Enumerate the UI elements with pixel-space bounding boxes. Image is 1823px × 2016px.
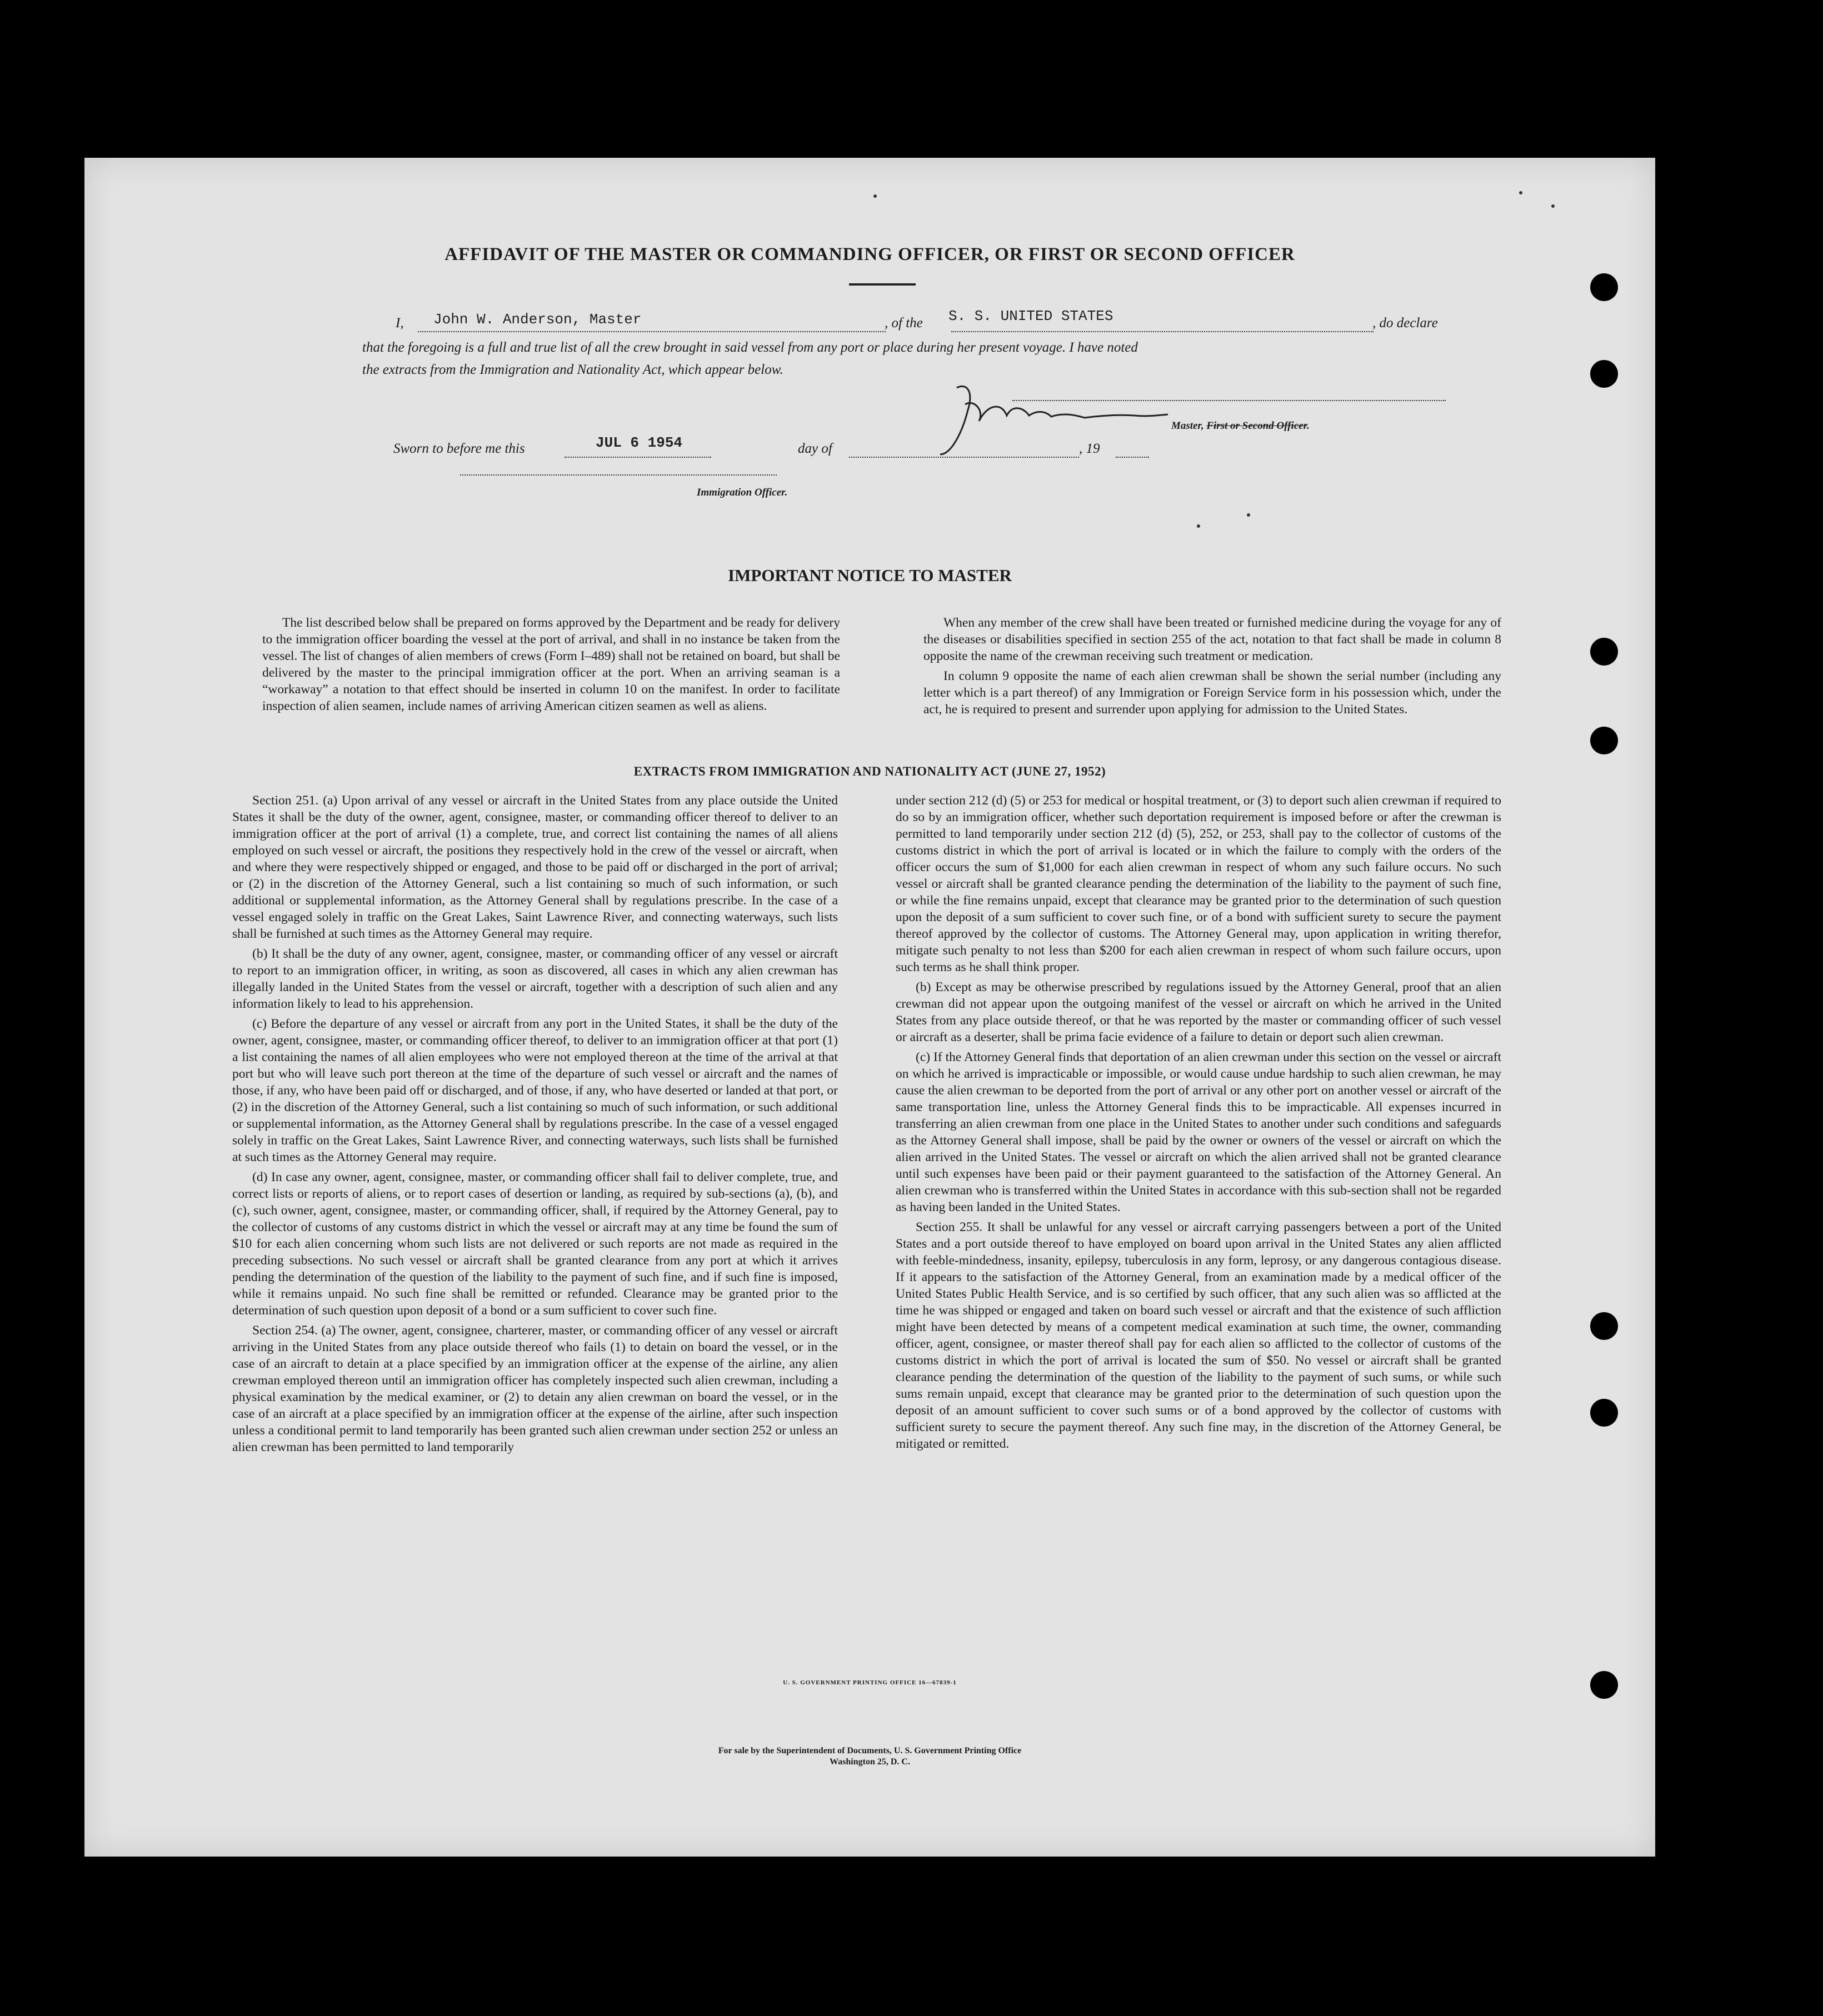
affidavit-title: AFFIDAVIT OF THE MASTER OR COMMANDING OFFICER, OR FIRST OR SECOND OFFICER: [444, 244, 1295, 264]
sale-line-2: Washington 25, D. C.: [830, 1757, 910, 1767]
declaration-line-2: that the foregoing is a full and true list of all the crew brought in said vessel from any port or place during her present voyage. I have noted: [362, 340, 1138, 355]
extracts-left-column: [232, 792, 838, 1459]
binder-hole: [1590, 727, 1618, 754]
signer-caption-struck: First or Second Officer: [1206, 420, 1307, 432]
master-name-value: John W. Anderson, Master: [433, 311, 642, 328]
signer-caption-end: .: [1307, 420, 1310, 432]
extracts-heading: EXTRACTS FROM IMMIGRATION AND NATIONALITY ACT (JUNE 27, 1952): [633, 764, 1106, 778]
extracts-right-column: [896, 792, 1501, 1455]
binder-hole: [1590, 273, 1618, 301]
speck: [1519, 191, 1522, 194]
extract-paragraph: Section 255. It shall be unlawful for any vessel or aircraft carrying passengers between a port of the United States and a port outside thereof to have employed on board upon arrival in the United States any alien afflicted with feeble-mindedness, insanity, epilepsy, tuberculosis in any form, leprosy, or any dangerous contagious disease. If it appears to the satisfaction of the Attorney General, from an examination made by a medical officer of the United States Public Health Service, and is so certified by such officer, that any such alien was so afflicted at the time he was shipped or engaged and taken on board such vessel or aircraft and that the existence of such affliction might have been detected by means of a competent medical examination at such time, the owner, commanding officer, agent, consignee, or master thereof shall pay for each alien so afflicted to the collector of customs of the customs district in which the port of arrival is located the sum of $50. No vessel or aircraft shall be granted clearance pending the determination of the question of the liability to the payment of such sums, or while such sums remain unpaid, except that clearance may be granted prior to the determination of such question upon the deposit of an amount sufficient to cover such sums or of a bond approved by the collector of customs with sufficient surety to secure the payment thereof. Any such fine may, in the discretion of the Attorney General, be mitigated or remitted.: [896, 1220, 1501, 1451]
binder-hole: [1590, 1312, 1618, 1340]
title-rule: [849, 283, 916, 286]
binder-hole: [1590, 1399, 1618, 1427]
document-page: [84, 158, 1655, 1857]
extract-paragraph: (b) It shall be the duty of any owner, agent, consignee, master, or commanding officer of any vessel or aircraft to report to an immigration officer, in writing, as soon as discovered, all cases in which any alien crewman has illegally landed in the United States from the vessel or aircraft, together with a description of such alien and any information likely to lead to his apprehension.: [232, 947, 838, 1011]
notice-left-column: [262, 614, 840, 718]
binder-hole: [1590, 638, 1618, 666]
speck: [1197, 524, 1200, 528]
vessel-value: S. S. UNITED STATES: [948, 308, 1113, 324]
of-the-label: , of the: [885, 316, 923, 331]
extract-paragraph: Section 254. (a) The owner, agent, consignee, charterer, master, or commanding officer of any vessel or aircraft arriving in the United States from any place outside thereof who fails (1) to detain on board the vessel, or in the case of an aircraft to detain at a place specified by an immigration officer at the expense of the airline, any alien crewman employed thereon until an immigration officer has completely inspected such alien crewman, including a physical examination by the medical examiner, or (2) to detain any alien crewman on board the vessel, or in the case of an aircraft at a place specified by an immigration officer at the expense of the airline, after such inspection unless a conditional permit to land temporarily has been granted such alien crewman under section 252 or unless an alien crewman has been permitted to land temporarily: [232, 1323, 838, 1454]
extract-paragraph: (d) In case any owner, agent, consignee, master, or commanding officer shall fail to deliver complete, true, and correct lists or reports of aliens, or to report cases of desertion or landing, as required by sub-sections (a), (b), and (c), such owner, agent, consignee, master, or commanding officer, shall, if required by the Attorney General, pay to the collector of customs of any customs district in which the vessel or aircraft may at any time be found the sum of $10 for each alien concerning whom such lists are not delivered or such reports are not made as required in the preceding subsections. No such vessel or aircraft shall be granted clearance from any port at which it arrives pending the determination of the question of the liability to the payment of such fine, and if such fine is imposed, while it remains unpaid. No such fine shall be remitted or refunded. Clearance may be granted prior to the determination of such question upon deposit of a bond or a sum sufficient to cover such fine.: [232, 1170, 838, 1318]
immigration-officer-line: [460, 474, 777, 476]
immigration-officer-caption: Immigration Officer.: [697, 487, 788, 498]
extract-paragraph: (c) If the Attorney General finds that deportation of an alien crewman under this section on the vessel or aircraft on which he arrived is impracticable or impossible, or would cause undue hardship to such alien crewman, he may cause the alien crewman to be deported from the port of arrival or any other port on another vessel or aircraft of the same transportation line, unless the Attorney General finds this to be impracticable. All expenses incurred in transferring an alien crewman from one place in the United States to another under such conditions and safeguards as the Attorney General shall impose, shall be paid by the owner or owners of the vessel or aircraft on which the alien arrived in the United States. The vessel or aircraft on which the alien arrived shall not be granted clearance until such expenses have been paid or their payment guaranteed to the satisfaction of the Attorney General. An alien crewman who is transferred within the United States in accordance with this sub-section shall not be regarded as having been landed in the United States.: [896, 1050, 1501, 1214]
notice-left-paragraph: The list described below shall be prepared on forms approved by the Department and be ready for delivery to the immigration officer boarding the vessel at the port of arrival, and shall in no instance be taken from the vessel. The list of changes of alien members of crews (Form I–489) shall not be retained on board, but shall be delivered by the master to the principal immigration officer at the port. When an arriving seaman is a “workaway” a notation to that effect should be inserted in column 10 on the manifest. In order to facilitate inspection of alien seamen, include names of arriving American citizen seamen as well as aliens.: [262, 616, 840, 713]
sale-notice: [84, 1745, 1655, 1768]
speck: [1247, 513, 1250, 517]
declaration-line-3: the extracts from the Immigration and Nationality Act, which appear below.: [362, 362, 783, 377]
extract-paragraph: under section 212 (d) (5) or 253 for medical or hospital treatment, or (3) to deport such alien crewman if required to do so by an immigration officer, whether such deportation requirement is imposed before or after the crewman is permitted to land temporarily under section 212 (d) (5), 252, or 253, shall pay to the collector of customs of the customs district in which the port of arrival is located or in which the failure to comply with the orders of the officer occurs the sum of $1,000 for each alien crewman in respect of whom any such failure occurs. No such vessel or aircraft shall be granted clearance pending the determination of the liability to the payment of such fine, or while the fine remains unpaid, except that clearance may be granted prior to the determination of such question upon the deposit of a sum sufficient to cover such fine, or of a bond with sufficient surety to secure the payment thereof approved by the collector of customs. The Attorney General may, upon application in writing therefor, mitigate such penalty to not less than $200 for each alien crewman in respect of whom such failure occurs, upon such terms as he shall think proper.: [896, 793, 1501, 974]
day-of-label: day of: [798, 441, 832, 456]
speck: [873, 194, 877, 198]
binder-hole: [1590, 360, 1618, 388]
extract-paragraph: Section 251. (a) Upon arrival of any vessel or aircraft in the United States from any place outside the United States it shall be the duty of the owner, agent, consignee, master, or commanding officer thereof to deliver to an immigration officer at the port of arrival (1) a complete, true, and correct list containing the names of all aliens employed on such vessel or aircraft, the positions they respectively hold in the crew of the vessel or aircraft, when and where they were respectively shipped or engaged, and those to be paid off or discharged in the port of arrival; or (2) in the discretion of the Attorney General, such a list containing so much of such information, or such additional or supplemental information, as the Attorney General shall by regulations prescribe. In the case of a vessel engaged solely in traffic on the Great Lakes, Saint Lawrence River, and connecting waterways, such lists shall be furnished at such times as the Attorney General may require.: [232, 793, 838, 941]
signature-line: [1012, 400, 1446, 401]
printing-office-line: U. S. GOVERNMENT PRINTING OFFICE 16—67839-1: [783, 1679, 957, 1686]
sworn-label: Sworn to before me this: [393, 441, 525, 456]
signer-caption: [1171, 420, 1310, 432]
decl-i-label: I,: [396, 316, 404, 331]
year-prefix-label: , 19: [1079, 441, 1100, 456]
signer-caption-master: Master,: [1171, 420, 1207, 432]
year-field: [1116, 440, 1149, 458]
sale-line-1: For sale by the Superintendent of Documents, U. S. Government Printing Office: [718, 1746, 1022, 1755]
notice-heading: IMPORTANT NOTICE TO MASTER: [728, 566, 1012, 585]
notice-right-column: [923, 614, 1501, 721]
extract-paragraph: (c) Before the departure of any vessel or aircraft from any port in the United States, it shall be the duty of the owner, agent, consignee, master, or commanding officer thereof, to deliver to an immigration officer at that port (1) a list containing the names of all alien employees who were not employed thereon at the time of the arrival at that port but who will leave such port thereon at the time of the departure of such vessel or aircraft and the names of those, if any, who have been paid off or discharged, and of those, if any, who have deserted or landed at that port, or (2) in the discretion of the Attorney General, such a list containing so much of such information, or such additional or supplemental information, as the Attorney General shall by regulations prescribe. In the case of a vessel engaged solely in traffic on the Great Lakes, Saint Lawrence River, and connecting waterways, such lists shall be furnished at such times as the Attorney General may require.: [232, 1017, 838, 1164]
sworn-date-value: JUL 6 1954: [596, 434, 683, 451]
notice-right-paragraph-1: When any member of the crew shall have been treated or furnished medicine during the voyage for any of the diseases or disabilities specified in section 255 of the act, notation to that fact shall be made in column 8 opposite the name of the crewman receiving such treatment or medication.: [923, 616, 1501, 663]
extract-paragraph: (b) Except as may be otherwise prescribed by regulations issued by the Attorney General, proof that an alien crewman did not appear upon the outgoing manifest of the vessel or aircraft on which he arrived in the United States from any place outside thereof, or that he was reported by the master or commanding officer of such vessel or aircraft as a deserter, shall be prima facie evidence of a failure to detain or deport such alien crewman.: [896, 980, 1501, 1044]
do-declare-label: , do declare: [1372, 316, 1438, 331]
speck: [1551, 204, 1555, 208]
month-field: [849, 440, 1079, 458]
notice-right-paragraph-2: In column 9 opposite the name of each alien crewman shall be shown the serial number (including any letter which is a part thereof) of any Immigration or Foreign Service form in his possession which, under the act, he is required to present and surrender upon applying for admission to the United States.: [923, 669, 1501, 717]
